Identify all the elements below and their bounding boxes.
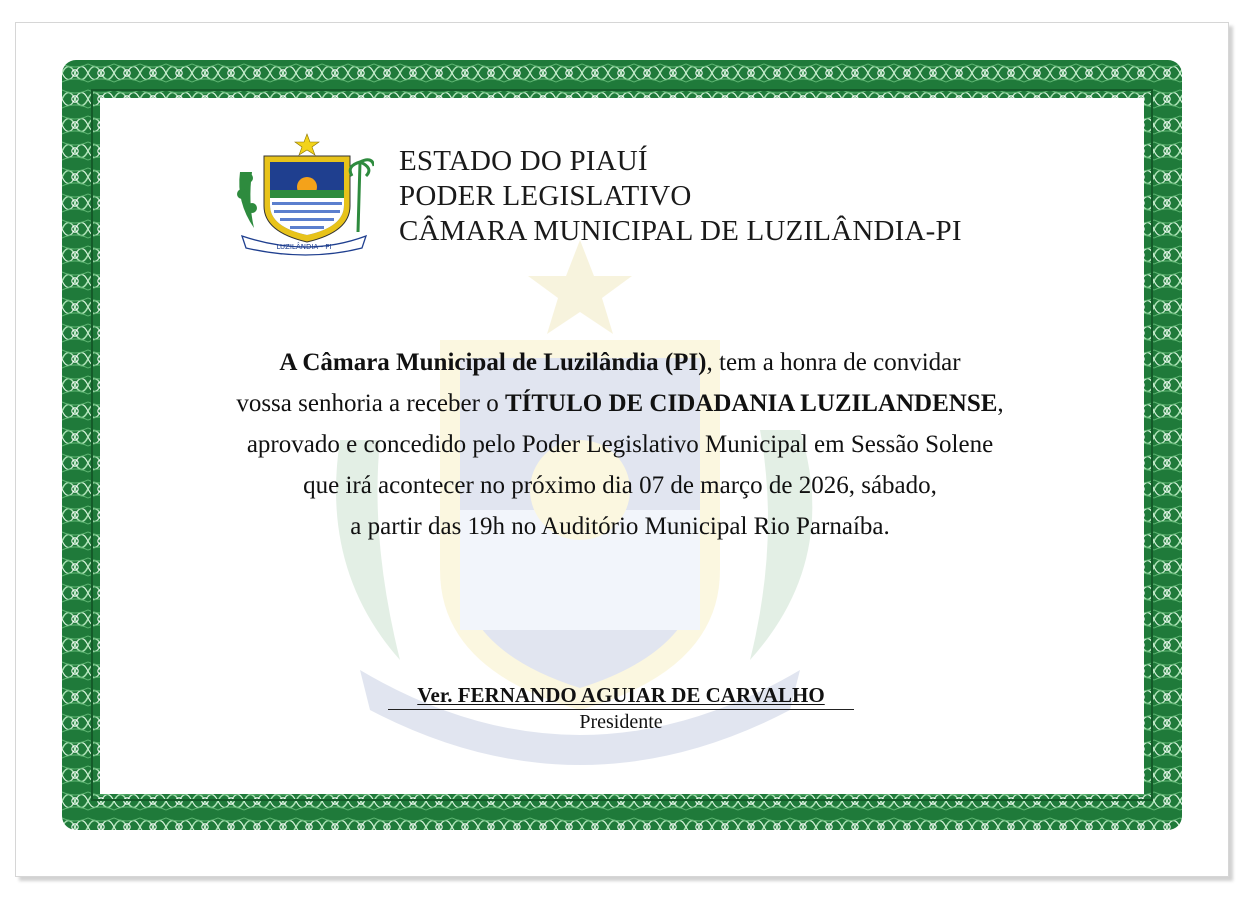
- invitation-line-1-rest: , tem a honra de convidar: [706, 349, 961, 376]
- invitation-line-2: [130, 383, 1110, 424]
- header-state: ESTADO DO PIAUÍ: [399, 145, 648, 177]
- signatory-name: Ver. FERNANDO AGUIAR DE CARVALHO: [388, 683, 854, 710]
- invitation-line-2-start: vossa senhoria a receber o: [236, 390, 505, 417]
- invitation-text: [130, 342, 1110, 547]
- invitation-line-4: que irá acontecer no próximo dia 07 de março de 2026, sábado,: [303, 472, 937, 499]
- invitation-line-3: aprovado e concedido pelo Poder Legislativo Municipal em Sessão Solene: [246, 431, 994, 458]
- title-name: TÍTULO DE CIDADANIA LUZILANDENSE: [504, 390, 998, 417]
- invitation-line-2-end: ,: [997, 390, 1004, 417]
- header-power: PODER LEGISLATIVO: [399, 180, 692, 212]
- signatory-role: Presidente: [579, 711, 663, 733]
- header-chamber: CÂMARA MUNICIPAL DE LUZILÂNDIA-PI: [399, 215, 962, 247]
- chamber-name: A Câmara Municipal de Luzilândia (PI): [279, 349, 707, 376]
- invitation-line-1: [130, 342, 1110, 383]
- invitation-line-5: a partir das 19h no Auditório Municipal Rio Parnaíba.: [350, 513, 890, 540]
- municipal-crest-icon: [234, 132, 374, 256]
- institution-header: [399, 144, 962, 249]
- signature-block: [388, 683, 854, 734]
- crest-ribbon-text: LUZILÂNDIA - PI: [276, 243, 332, 251]
